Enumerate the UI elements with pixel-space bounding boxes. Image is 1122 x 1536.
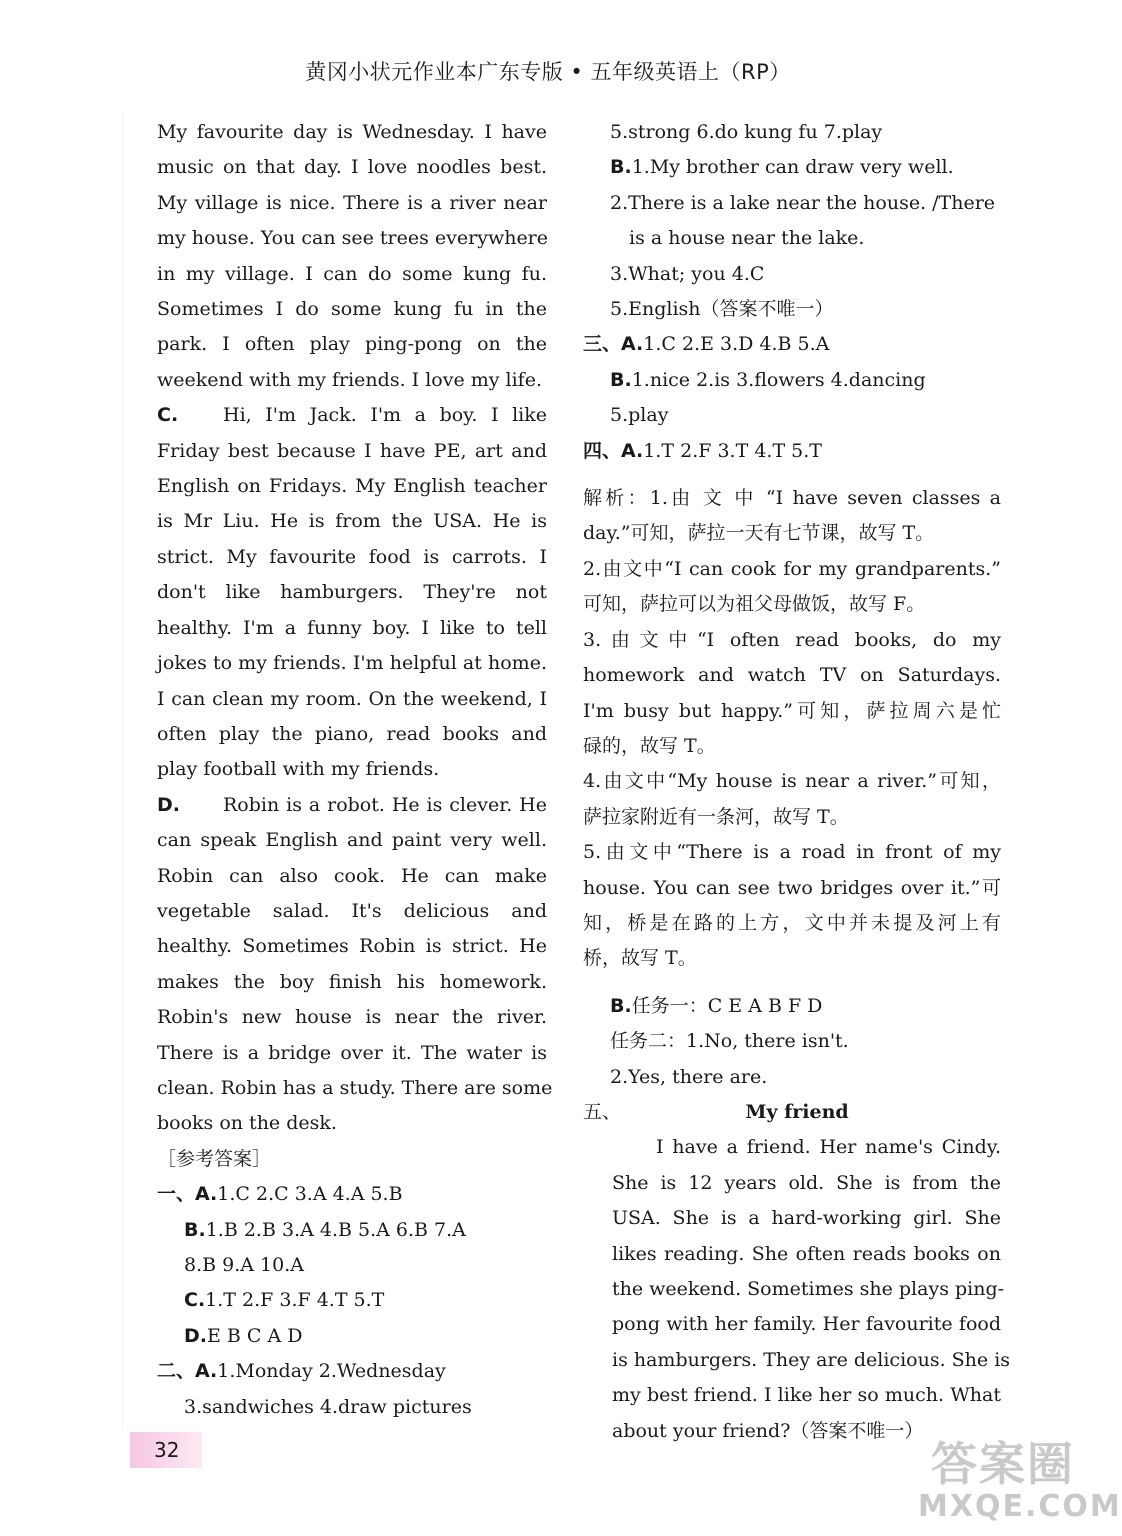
line-text: 任务一：C E A B F D [631,994,823,1017]
passage-line: books on the desk. [157,1112,337,1135]
line-text: day.”可知，萨拉一天有七节课，故写 T。 [583,522,935,545]
passage-line: Sometimes I do some kung fu in the [157,298,547,321]
passage-line: vegetable salad. It's delicious and [157,899,547,922]
line-text: She is 12 years old. She is from the [612,1171,1001,1194]
passage-line: often play the piano, read books and [157,722,547,745]
passage-line: My favourite day is Wednesday. I have [157,121,547,143]
passage-line: jokes to my friends. I'm helpful at home. [157,652,547,675]
line-text: 1.C 2.E 3.D 4.B 5.A [643,333,830,356]
site-watermark [918,1437,1122,1530]
line-text: 8.B 9.A 10.A [184,1254,304,1276]
line-text: is hamburgers. They are delicious. She is [612,1348,1011,1371]
essay-line [612,1272,1005,1307]
analysis-line [583,658,1001,693]
item-label: 三、A. [583,333,644,356]
answer-line [157,1283,547,1318]
analysis-line [583,871,1001,906]
page-number: 32 [130,1432,202,1468]
passage-line: Robin can also cook. He can make [157,864,547,887]
item-label: 四、A. [583,439,644,462]
line-text: 3.由文中“I often read books, do my [583,628,1001,651]
item-label: D. [184,1324,207,1347]
task-line [583,989,1001,1024]
essay-line [612,1201,1001,1236]
task-line [583,1024,1001,1059]
passage-line: my house. You can see trees everywhere [157,227,549,250]
answer-line [157,1248,547,1283]
line-text: 1.T 2.F 3.T 4.T 5.T [643,439,822,462]
line-text: 5.strong 6.do kung fu 7.play [610,121,883,143]
item-label: 一、A. [157,1183,218,1206]
analysis-line [583,835,1001,870]
page-margin-line [122,110,123,1430]
analysis-line [583,800,1001,835]
answer-line [583,221,1001,256]
analysis-line [583,764,1001,799]
line-text: is a house near the lake. [629,227,865,250]
passage-line [157,398,547,433]
answer-line [583,186,1001,221]
item-label: B. [184,1218,206,1241]
line-text: Robin is a robot. He is clever. He [223,793,547,816]
item-label: B. [610,156,632,179]
line-text: 5.English（答案不唯一） [610,298,834,321]
line-text: likes reading. She often reads books on [612,1242,1001,1265]
essay-line [612,1237,1001,1272]
task-line [583,1060,1001,1095]
item-label: 二、A. [157,1360,218,1383]
answer-line [583,257,1001,292]
essay-line [612,1343,1011,1378]
passage-line: in my village. I can do some kung fu. [157,262,547,285]
line-text: 解析：1.由 文 中 “I have seven classes a [583,487,1001,510]
analysis-block [583,481,1001,977]
line-text: homework and watch TV on Saturdays. [583,664,1001,687]
answer-line [583,434,1001,469]
answer-list-left [157,1177,547,1425]
answer-line [583,363,1001,398]
essay-section-label: 五、 [583,1100,622,1123]
paragraph-label: D. [157,793,180,816]
analysis-line [583,694,1001,729]
watermark-line2: MXQE.COM [918,1489,1122,1524]
answer-line [583,398,1001,433]
line-text: 3.What; you 4.C [610,262,765,285]
line-text: 3.sandwiches 4.draw pictures [184,1395,472,1418]
line-text: I have a friend. Her name's Cindy. [656,1136,1001,1159]
left-column [157,115,553,1425]
line-text: 2.There is a lake near the house. /There [610,191,996,214]
passage-line: Robin's new house is near the river. [157,1006,547,1029]
answer-line [157,1213,547,1248]
line-text: 任务二：1.No, there isn't. [610,1030,849,1053]
item-label: C. [184,1289,206,1312]
answer-line [583,115,1001,150]
line-text: 萨拉家附近有一条河，故写 T。 [583,805,849,828]
passage-line: English on Fridays. My English teacher [157,475,547,498]
analysis-line [583,906,1001,941]
passage-line: My village is nice. There is a river near [157,191,547,214]
answer-line [157,1177,547,1212]
analysis-line [583,587,1001,622]
line-text: 1.B 2.B 3.A 4.B 5.A 6.B 7.A [205,1218,466,1241]
essay-heading [583,1095,1001,1130]
line-text: 1.Monday 2.Wednesday [217,1360,446,1383]
line-text: 1.T 2.F 3.F 4.T 5.T [205,1289,385,1312]
passage-line: strict. My favourite food is carrots. I [157,545,547,568]
passage-line [157,788,547,823]
essay-body [583,1130,1011,1449]
line-text: about your friend?（答案不唯一） [612,1419,924,1442]
analysis-line [583,729,1001,764]
paragraph-label: C. [157,404,179,427]
item-label: B. [610,368,632,391]
line-text: 1.C 2.C 3.A 4.A 5.B [217,1183,403,1206]
line-text: 2.由文中“I can cook for my grandparents.” [583,557,1001,580]
passage-line: music on that day. I love noodles best. [157,156,547,179]
right-column [583,115,1011,1449]
line-text: Hi, I'm Jack. I'm a boy. I like [223,404,547,427]
answer-line [583,327,1001,362]
answer-list-right [583,115,1001,469]
passage-line: park. I often play ping-pong on the [157,333,547,356]
passage-line: healthy. Sometimes Robin is strict. He [157,935,547,958]
answers-label: ［参考答案］ [157,1147,272,1170]
passage-line: There is a bridge over it. The water is [157,1041,547,1064]
line-text: 1.My brother can draw very well. [631,156,954,179]
analysis-line [583,481,1001,516]
line-text: USA. She is a hard-working girl. She [612,1207,1001,1230]
item-label: B. [610,994,632,1017]
answer-line [157,1390,547,1425]
line-text: the weekend. Sometimes she plays ping- [612,1278,1005,1300]
line-text: 1.nice 2.is 3.flowers 4.dancing [631,368,926,391]
line-text: 知，桥是在路的上方，文中并未提及河上有 [583,911,1001,934]
essay-line [612,1130,1001,1165]
line-text: 2.Yes, there are. [610,1065,768,1088]
watermark-line1: 答案圈 [931,1437,1075,1491]
analysis-line [583,941,1001,976]
essay-line [612,1307,1001,1342]
passage-line: weekend with my friends. I love my life. [157,368,542,391]
line-text: 5.由文中“There is a road in front of my [583,841,1001,864]
answer-line [583,150,1001,185]
passage-line: healthy. I'm a funny boy. I like to tell [157,616,547,639]
reading-passage [157,115,553,1142]
analysis-line [583,623,1001,658]
analysis-line [583,516,1001,551]
line-text: 碌的，故写 T。 [583,734,716,757]
page-header: 黄冈小状元作业本广东专版 • 五年级英语上（RP） [305,60,791,84]
line-text: house. You can see two bridges over it.”可 [583,876,1001,899]
essay-title: My friend [745,1100,849,1123]
essay-line [612,1378,1001,1413]
answer-line [583,292,1001,327]
passage-line: I can clean my room. On the weekend, I [157,687,547,710]
answer-line [157,1354,547,1389]
answer-line [157,1319,547,1354]
analysis-line [583,552,1001,587]
line-text: 5.play [610,404,669,427]
passage-line: makes the boy finish his homework. [157,970,547,993]
passage-line: clean. Robin has a study. There are some [157,1076,553,1099]
line-text: 可知，萨拉可以为祖父母做饭，故写 F。 [583,593,926,616]
line-text: my best friend. I like her so much. What [612,1384,1001,1407]
passage-line: don't like hamburgers. They're not [157,581,547,604]
task-answers [583,989,1001,1095]
passage-line: Friday best because I have PE, art and [157,439,547,462]
line-text: pong with her family. Her favourite food [612,1313,1001,1336]
passage-line: play football with my friends. [157,758,440,781]
essay-line [612,1166,1001,1201]
passage-line: can speak English and paint very well. [157,829,547,852]
line-text: 4.由文中“My house is near a river.”可知， [583,770,1001,793]
line-text: E B C A D [207,1324,303,1347]
line-text: 桥，故写 T。 [583,947,697,970]
line-text: I'm busy but happy.”可知，萨拉周六是忙 [583,699,1001,722]
passage-line: is Mr Liu. He is from the USA. He is [157,510,547,533]
